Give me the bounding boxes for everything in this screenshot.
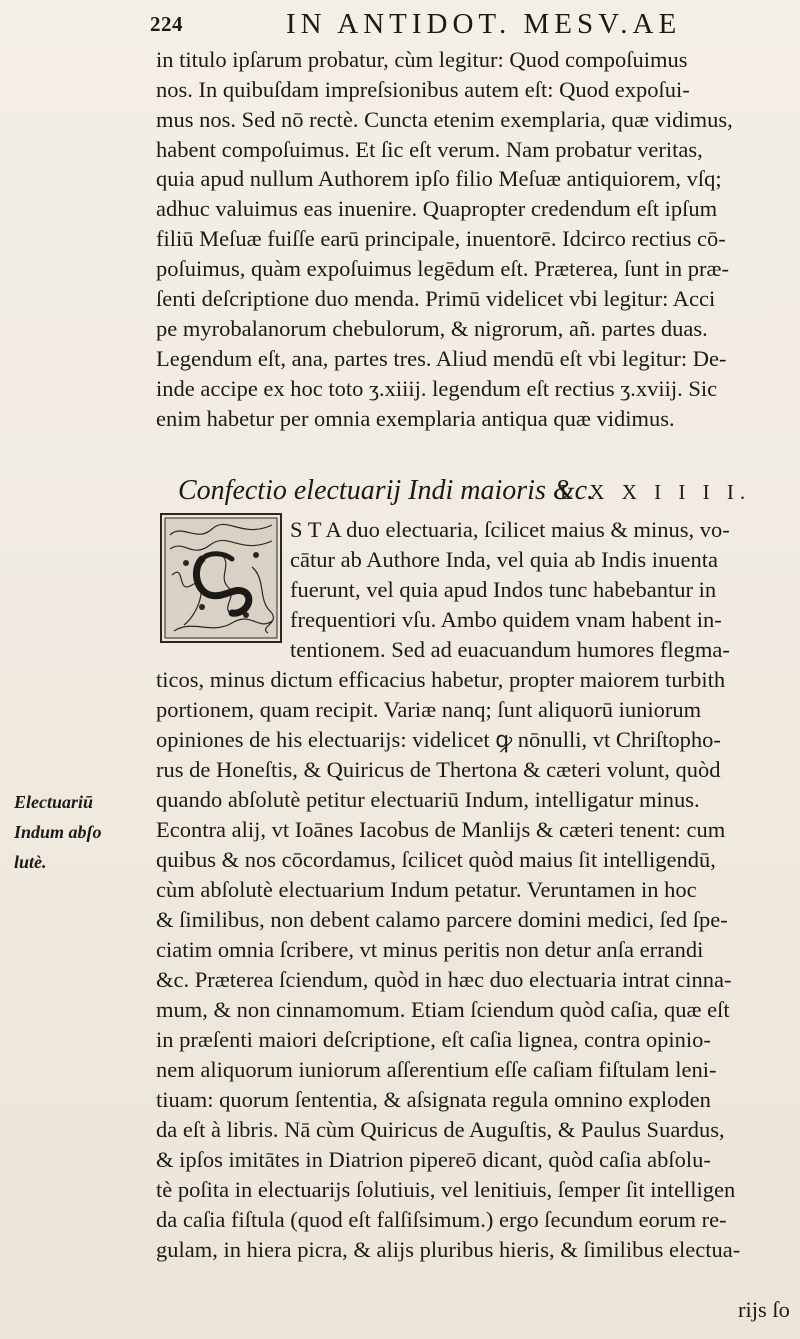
section-number: L X X I I I I.	[560, 480, 752, 504]
text-line: filiū Meſuæ fuiſſe earū principale, inuentorē. Idcirco rectius cō-	[156, 226, 726, 251]
text-line: pe myrobalanorum chebulorum, & nigrorum, añ. partes duas.	[156, 316, 708, 341]
margin-note: Indum abſo	[14, 822, 102, 842]
text-line: habent compoſuimus. Et ſic eſt verum. Nam probatur veritas,	[156, 137, 703, 162]
margin-note: Electuariū	[14, 792, 94, 812]
text-line: ciatim omnia ſcribere, vt minus peritis non detur anſa errandi	[156, 937, 704, 962]
running-head: IN ANTIDOT. MESV.AE	[286, 8, 682, 40]
section-title: Confectio electuarij Indi maioris &c.	[178, 475, 595, 506]
page-number: 224	[150, 12, 183, 36]
text-line: opiniones de his electuarijs: videlicet ꝙ nōnulli, vt Chriſtopho-	[156, 727, 721, 752]
text-line: mus nos. Sed nō rectè. Cuncta etenim exemplaria, quæ vidimus,	[156, 107, 733, 132]
text-line: S T A duo electuaria, ſcilicet maius & minus, vo-	[290, 517, 730, 542]
decorated-initial-letter	[160, 513, 282, 643]
text-line: fuerunt, vel quia apud Indos tunc habebantur in	[290, 577, 717, 602]
text-line: poſuimus, quàm expoſuimus legēdum eſt. Præterea, ſunt in præ-	[156, 256, 730, 281]
text-line: rus de Honeſtis, & Quiricus de Thertona & cæteri volunt, quòd	[156, 757, 721, 782]
text-line: quibus & nos cōcordamus, ſcilicet quòd maius ſit intelligendū,	[156, 847, 716, 872]
text-line: tè poſita in electuarijs ſolutiuis, vel lenitiuis, ſemper ſit intelligen	[156, 1177, 736, 1202]
text-line: enim habetur per omnia exemplaria antiqua quæ vidimus.	[156, 406, 675, 431]
decorated-initial-icon	[162, 515, 280, 641]
catchword: rijs ſo	[738, 1297, 790, 1322]
text-line: & ſimilibus, non debent calamo parcere domini medici, ſed ſpe-	[156, 907, 728, 932]
text-line: in præſenti maiori deſcriptione, eſt caſia lignea, contra opinio-	[156, 1027, 711, 1052]
text-line: frequentiori vſu. Ambo quidem vnam habent in-	[290, 607, 722, 632]
text-line: inde accipe ex hoc toto ʒ.xiiij. legendum eſt rectius ʒ.xviij. Sic	[156, 376, 718, 401]
margin-note: lutè.	[14, 852, 47, 872]
text-line: ticos, minus dictum efficacius habetur, propter maiorem turbith	[156, 667, 726, 692]
text-line: nem aliquorum iuniorum aſſerentium eſſe caſiam fiſtulam leni-	[156, 1057, 717, 1082]
text-line: & ipſos imitātes in Diatrion pipereō dicant, quòd caſia abſolu-	[156, 1147, 711, 1172]
text-line: quia apud nullum Authorem ipſo filio Meſuæ antiquiorem, vſq;	[156, 166, 722, 191]
text-line: tentionem. Sed ad euacuandum humores flegma-	[290, 637, 730, 662]
text-line: cātur ab Authore Inda, vel quia ab Indis inuenta	[290, 547, 718, 572]
text-line: Econtra alij, vt Ioānes Iacobus de Manlijs & cæteri tenent: cum	[156, 817, 726, 842]
text-line: ſenti deſcriptione duo menda. Primū videlicet vbi legitur: Acci	[156, 286, 716, 311]
text-line: &c. Præterea ſciendum, quòd in hæc duo electuaria intrat cinna-	[156, 967, 732, 992]
text-line: tiuam: quorum ſententia, & aſsignata regula omnino exploden	[156, 1087, 711, 1112]
text-line: cùm abſolutè electuarium Indum petatur. Veruntamen in hoc	[156, 877, 697, 902]
text-line: adhuc valuimus eas inuenire. Quapropter credendum eſt ipſum	[156, 196, 718, 221]
text-line: nos. In quibuſdam impreſsionibus autem eſt: Quod expoſui-	[156, 77, 690, 102]
text-line: in titulo ipſarum probatur, cùm legitur: Quod compoſuimus	[156, 47, 688, 72]
text-line: quando abſolutè petitur electuariū Indum, intelligatur minus.	[156, 787, 700, 812]
text-line: da eſt à libris. Nā cùm Quiricus de Auguſtis, & Paulus Suardus,	[156, 1117, 725, 1142]
text-line: da caſia fiſtula (quod eſt falſiſsimum.) ergo ſecundum eorum re-	[156, 1207, 727, 1232]
text-line: Legendum eſt, ana, partes tres. Aliud mendū eſt vbi legitur: De-	[156, 346, 727, 371]
text-line: mum, & non cinnamomum. Etiam ſciendum quòd caſia, quæ eſt	[156, 997, 730, 1022]
text-line: gulam, in hiera picra, & alijs pluribus hieris, & ſimilibus electua-	[156, 1237, 741, 1262]
text-line: portionem, quam recipit. Variæ nanq; ſunt aliquorū iuniorum	[156, 697, 702, 722]
